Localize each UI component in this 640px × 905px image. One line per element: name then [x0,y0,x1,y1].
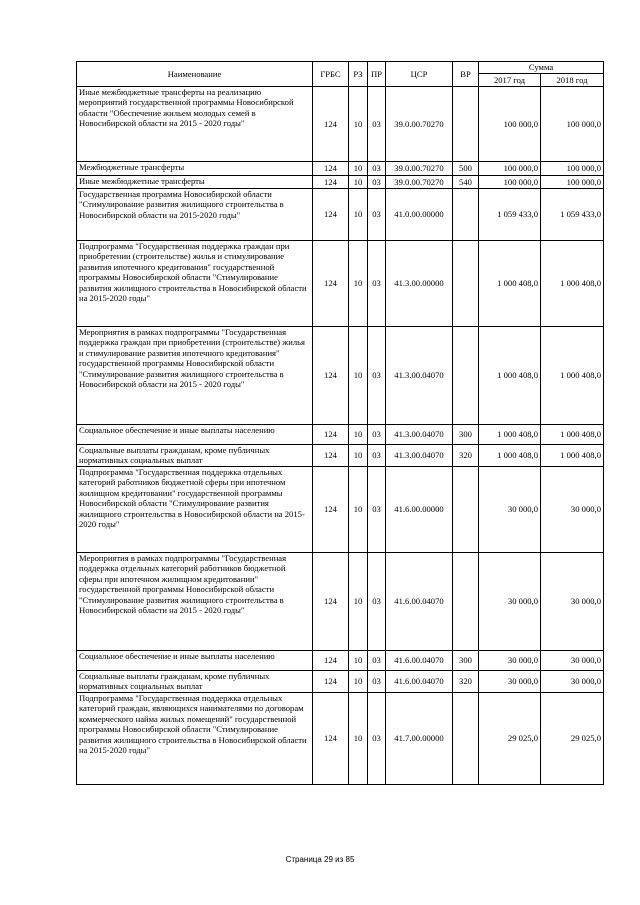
cell-vr: 300 [453,425,479,445]
cell-s2018: 30 000,0 [541,671,604,693]
cell-grbs: 124 [313,241,349,327]
cell-csr: 41.6.00.04070 [386,671,453,693]
cell-csr: 41.7.00.00000 [386,693,453,785]
header-grbs: ГРБС [313,62,349,87]
cell-rz: 10 [349,467,368,553]
cell-name: Социальное обеспечение и иные выплаты населению [77,651,313,671]
page-footer: Страница 29 из 85 [285,855,355,864]
cell-vr [453,467,479,553]
header-sum: Сумма [479,62,604,74]
cell-pr: 03 [368,467,386,553]
table-row [77,87,604,162]
cell-vr [453,327,479,425]
cell-s2018: 1 000 408,0 [541,241,604,327]
table-row [77,651,604,671]
header-name: Наименование [77,62,313,87]
cell-name: Подпрограмма "Государственная поддержка отдельных категорий граждан, являющихся нанимателями по договорам коммерческого найма жилых помещений" государственной программы Новосибирской области "Стимулирование развития жилищного строительства в Новосибирской области на 2015-2020 годы" [77,693,313,785]
cell-vr [453,87,479,162]
cell-s2018: 100 000,0 [541,176,604,189]
cell-grbs: 124 [313,693,349,785]
cell-pr: 03 [368,425,386,445]
table-row [77,425,604,445]
cell-grbs: 124 [313,176,349,189]
cell-s2018: 100 000,0 [541,87,604,162]
table-row [77,162,604,176]
cell-vr: 320 [453,445,479,467]
cell-grbs: 124 [313,553,349,651]
cell-s2017: 30 000,0 [479,651,541,671]
cell-rz: 10 [349,445,368,467]
cell-rz: 10 [349,651,368,671]
cell-csr: 39.0.00.70270 [386,87,453,162]
table-row [77,671,604,693]
cell-name: Иные межбюджетные трансферты на реализацию мероприятий государственной программы Новосибирской области "Обеспечение жильем молодых семей в Новосибирской области на 2015 - 2020 годы" [77,87,313,162]
cell-vr: 500 [453,162,479,176]
cell-grbs: 124 [313,162,349,176]
cell-s2018: 30 000,0 [541,651,604,671]
cell-rz: 10 [349,189,368,241]
table-row [77,176,604,189]
cell-rz: 10 [349,553,368,651]
cell-s2017: 1 000 408,0 [479,445,541,467]
cell-csr: 41.6.00.00000 [386,467,453,553]
cell-csr: 39.0.00.70270 [386,176,453,189]
header-csr: ЦСР [386,62,453,87]
cell-name: Социальные выплаты гражданам, кроме публичных нормативных социальных выплат [77,671,313,693]
cell-s2018: 100 000,0 [541,162,604,176]
cell-csr: 41.3.00.00000 [386,241,453,327]
budget-table [76,61,604,785]
cell-s2017: 1 000 408,0 [479,327,541,425]
cell-rz: 10 [349,87,368,162]
header-rz: РЗ [349,62,368,87]
header-2017: 2017 год [479,74,541,87]
cell-s2017: 1 000 408,0 [479,425,541,445]
cell-s2017: 29 025,0 [479,693,541,785]
cell-pr: 03 [368,241,386,327]
cell-rz: 10 [349,671,368,693]
cell-name: Межбюджетные трансферты [77,162,313,176]
cell-grbs: 124 [313,651,349,671]
cell-name: Подпрограмма "Государственная поддержка отдельных категорий работников бюджетной сферы при ипотечном жилищном кредитовании" государственной программы Новосибирской области "Стимулирование развития жилищного строительства в Новосибирской области на 2015-2020 годы" [77,467,313,553]
cell-csr: 41.0.00.00000 [386,189,453,241]
cell-vr: 320 [453,671,479,693]
cell-pr: 03 [368,327,386,425]
cell-name: Иные межбюджетные трансферты [77,176,313,189]
cell-grbs: 124 [313,87,349,162]
cell-pr: 03 [368,87,386,162]
cell-vr [453,693,479,785]
table-row [77,189,604,241]
cell-s2017: 1 059 433,0 [479,189,541,241]
table-row [77,553,604,651]
table-row [77,327,604,425]
cell-rz: 10 [349,693,368,785]
cell-csr: 41.3.00.04070 [386,425,453,445]
cell-csr: 41.3.00.04070 [386,327,453,425]
cell-grbs: 124 [313,671,349,693]
cell-pr: 03 [368,176,386,189]
cell-rz: 10 [349,327,368,425]
cell-s2018: 1 000 408,0 [541,445,604,467]
cell-vr: 540 [453,176,479,189]
table-row [77,467,604,553]
cell-s2018: 1 000 408,0 [541,327,604,425]
cell-s2017: 1 000 408,0 [479,241,541,327]
cell-pr: 03 [368,693,386,785]
table-body [77,87,604,785]
cell-name: Социальные выплаты гражданам, кроме публичных нормативных социальных выплат [77,445,313,467]
cell-name: Подпрограмма "Государственная поддержка граждан при приобретении (строительстве) жилья и стимулирование развития ипотечного кредитования" государственной программы Новосибирской области "Стимулирование развития жилищного строительства в Новосибирской области на 2015-2020 годы" [77,241,313,327]
cell-grbs: 124 [313,425,349,445]
table-row [77,241,604,327]
cell-name: Мероприятия в рамках подпрограммы "Государственная поддержка отдельных категорий работников бюджетной сферы при ипотечном жилищном кредитовании" государственной программы Новосибирской области "Стимулирование развития жилищного строительства в Новосибирской области на 2015 - 2020 годы" [77,553,313,651]
cell-pr: 03 [368,189,386,241]
cell-rz: 10 [349,241,368,327]
cell-s2017: 30 000,0 [479,553,541,651]
header-pr: ПР [368,62,386,87]
cell-vr: 300 [453,651,479,671]
cell-rz: 10 [349,162,368,176]
cell-name: Государственная программа Новосибирской области "Стимулирование развития жилищного строительства в Новосибирской области на 2015-2020 годы" [77,189,313,241]
cell-pr: 03 [368,671,386,693]
cell-grbs: 124 [313,445,349,467]
cell-grbs: 124 [313,467,349,553]
cell-s2018: 29 025,0 [541,693,604,785]
cell-pr: 03 [368,162,386,176]
cell-pr: 03 [368,553,386,651]
cell-s2018: 30 000,0 [541,467,604,553]
cell-grbs: 124 [313,327,349,425]
table-row [77,445,604,467]
cell-csr: 41.6.00.04070 [386,553,453,651]
cell-rz: 10 [349,176,368,189]
cell-s2017: 100 000,0 [479,176,541,189]
cell-csr: 39.0.00.70270 [386,162,453,176]
cell-grbs: 124 [313,189,349,241]
cell-name: Мероприятия в рамках подпрограммы "Государственная поддержка граждан при приобретении (строительстве) жилья и стимулирование развития ипотечного кредитования" государственной программы Новосибирской области "Стимулирование развития жилищного строительства в Новосибирской области на 2015 - 2020 годы" [77,327,313,425]
cell-s2018: 1 059 433,0 [541,189,604,241]
cell-s2017: 100 000,0 [479,162,541,176]
cell-vr [453,241,479,327]
header-2018: 2018 год [541,74,604,87]
cell-pr: 03 [368,445,386,467]
cell-rz: 10 [349,425,368,445]
cell-csr: 41.3.00.04070 [386,445,453,467]
table-row [77,693,604,785]
cell-vr [453,189,479,241]
cell-vr [453,553,479,651]
cell-name: Социальное обеспечение и иные выплаты населению [77,425,313,445]
cell-s2018: 1 000 408,0 [541,425,604,445]
cell-pr: 03 [368,651,386,671]
cell-s2017: 30 000,0 [479,467,541,553]
cell-s2017: 100 000,0 [479,87,541,162]
cell-s2017: 30 000,0 [479,671,541,693]
header-vr: ВР [453,62,479,87]
cell-csr: 41.6.00.04070 [386,651,453,671]
cell-s2018: 30 000,0 [541,553,604,651]
